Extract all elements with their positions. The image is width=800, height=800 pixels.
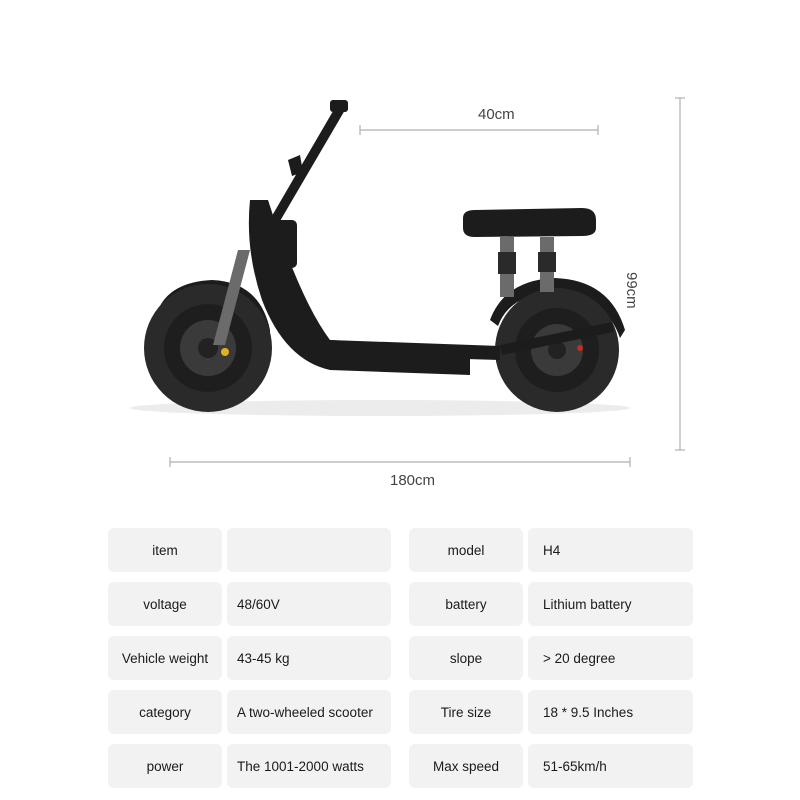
spec-value: 51-65km/h: [528, 744, 693, 788]
spec-value: The 1001-2000 watts: [227, 744, 391, 788]
spec-key: slope: [409, 636, 523, 680]
spec-value: H4: [528, 528, 693, 572]
spec-value: > 20 degree: [528, 636, 693, 680]
seat-length-label: 40cm: [478, 106, 515, 123]
battery-box: [265, 220, 297, 268]
spec-key: category: [108, 690, 222, 734]
spec-key: Max speed: [409, 744, 523, 788]
rear-light: [577, 345, 583, 351]
spec-value: 43-45 kg: [227, 636, 391, 680]
headlight: [330, 100, 348, 112]
spec-key: Vehicle weight: [108, 636, 222, 680]
spec-key: Tire size: [409, 690, 523, 734]
spec-row: [108, 528, 693, 572]
spec-row: [108, 582, 693, 626]
spec-row: [108, 636, 693, 680]
total-length-label: 180cm: [390, 472, 436, 489]
spec-row: [108, 744, 693, 788]
spec-key: battery: [409, 582, 523, 626]
spec-key: model: [409, 528, 523, 572]
total-height-label: 99cm: [623, 272, 640, 309]
spec-key: voltage: [108, 582, 222, 626]
spec-row: [108, 690, 693, 734]
front-caliper: [221, 348, 229, 356]
spec-value: 48/60V: [227, 582, 391, 626]
spec-value: Lithium battery: [528, 582, 693, 626]
seat: [463, 208, 596, 237]
spec-value: 18 * 9.5 Inches: [528, 690, 693, 734]
spec-key: power: [108, 744, 222, 788]
spec-value: A two-wheeled scooter: [227, 690, 391, 734]
spec-value: [227, 528, 391, 572]
spec-key: item: [108, 528, 222, 572]
